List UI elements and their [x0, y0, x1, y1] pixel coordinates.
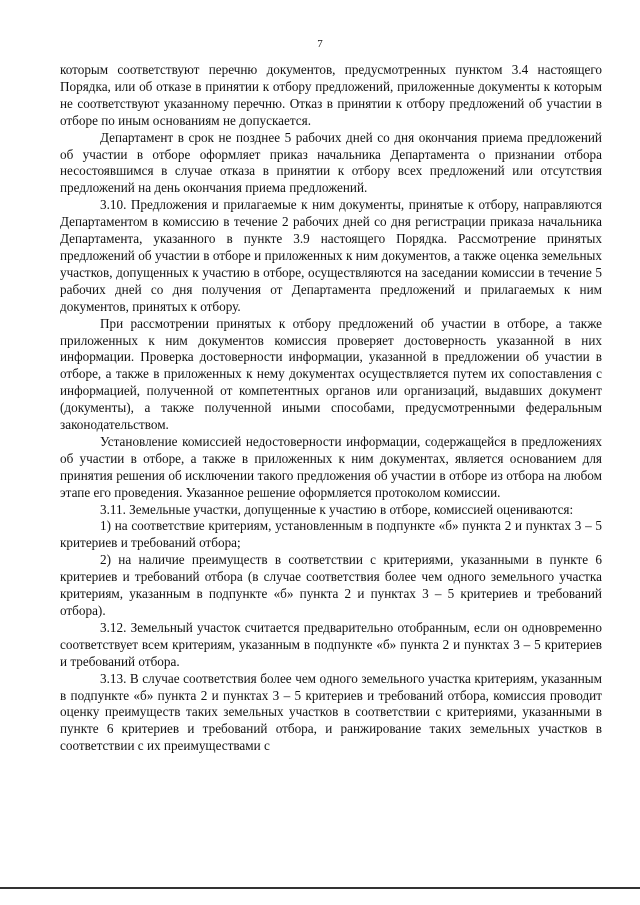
paragraph-continuation: которым соответствуют перечню документов, предусмотренных пунктом 3.4 настоящего Порядка, или об отказе в принятии к отбору предложений, приложенные документы к которым не соответствуют указанному перечню. Отказ в принятии к отбору предложений об участии в отборе по иным основаниям не допускается. — [60, 62, 602, 128]
paragraph-3-11: 3.11. Земельные участки, допущенные к участию в отборе, комиссией оцениваются: — [100, 501, 574, 517]
document-body — [60, 62, 602, 755]
paragraph-verification: При рассмотрении принятых к отбору предложений об участии в отборе, а также приложенных к ним документов комиссия проверяет достоверность указанной в них информации. Проверка достоверности информации, указанной в предложении об участии в отборе, а также в приложенных к нему документах осуществляется путем их сопоставления с информацией, полученной от компетентных органов или организаций, выдавших документ (документы), а также полученной иными способами, предусмотренными федеральным законодательством. — [60, 315, 602, 433]
paragraph-department-deadline: Департамент в срок не позднее 5 рабочих дней со дня окончания приема предложений об участии в отборе оформляет приказ начальника Департамента о признании отбора несостоявшимся в случае отказа в принятии к отбору всех предложений или отсутствия предложений на день окончания приема предложений. — [60, 129, 602, 196]
bottom-divider — [0, 887, 640, 889]
paragraph-3-11-item-1: 1) на соответствие критериям, установленным в подпункте «б» пункта 2 и пунктах 3 – 5 критериев и требований отбора; — [60, 518, 602, 551]
paragraph-inaccuracy: Установление комиссией недостоверности информации, содержащейся в предложениях об участии в отборе, а также в приложенных к ним документах, является основанием для принятия решения об исключении такого предложения об участии в отборе из отбора на любом этапе его проведения. Указанное решение оформляется протоколом комиссии. — [60, 433, 602, 500]
paragraph-3-11-item-2: 2) на наличие преимуществ в соответствии с критериями, указанными в пункте 6 критериев и требований отбора (в случае соответствия более чем одного земельного участка критериям, указанным в подпункте «б» пункта 2 и пунктах 3 – 5 критериев и требований отбора). — [60, 552, 602, 618]
page-number: 7 — [317, 38, 323, 50]
paragraph-3-13: 3.13. В случае соответствия более чем одного земельного участка критериям, указанным в подпункте «б» пункта 2 и пунктах 3 – 5 критериев и требований отбора, комиссия проводит оценку преимуществ таких земельных участков в соответствии с критериями, указанными в пункте 6 критериев и требований отбора, и ранжирование таких земельных участков в соответствии с их преимуществами с — [60, 670, 602, 754]
paragraph-3-12: 3.12. Земельный участок считается предварительно отобранным, если он одновременно соответствует всем критериям, указанным в подпункте «б» пункта 2 и пунктах 3 – 5 критериев и требований отбора. — [60, 619, 602, 669]
paragraph-3-10: 3.10. Предложения и прилагаемые к ним документы, принятые к отбору, направляются Департаментом в комиссию в течение 2 рабочих дней со дня регистрации приказа начальника Департамента, указанного в пункте 3.9 настоящего Порядка. Рассмотрение принятых предложений об участии в отборе и приложенных к ним документов, а также оценка земельных участков, допущенных к участию в отборе, осуществляются на заседании комиссии в течение 5 рабочих дней со дня получения от Департамента предложений и прилагаемых к ним документов, принятых к отбору. — [60, 197, 602, 314]
